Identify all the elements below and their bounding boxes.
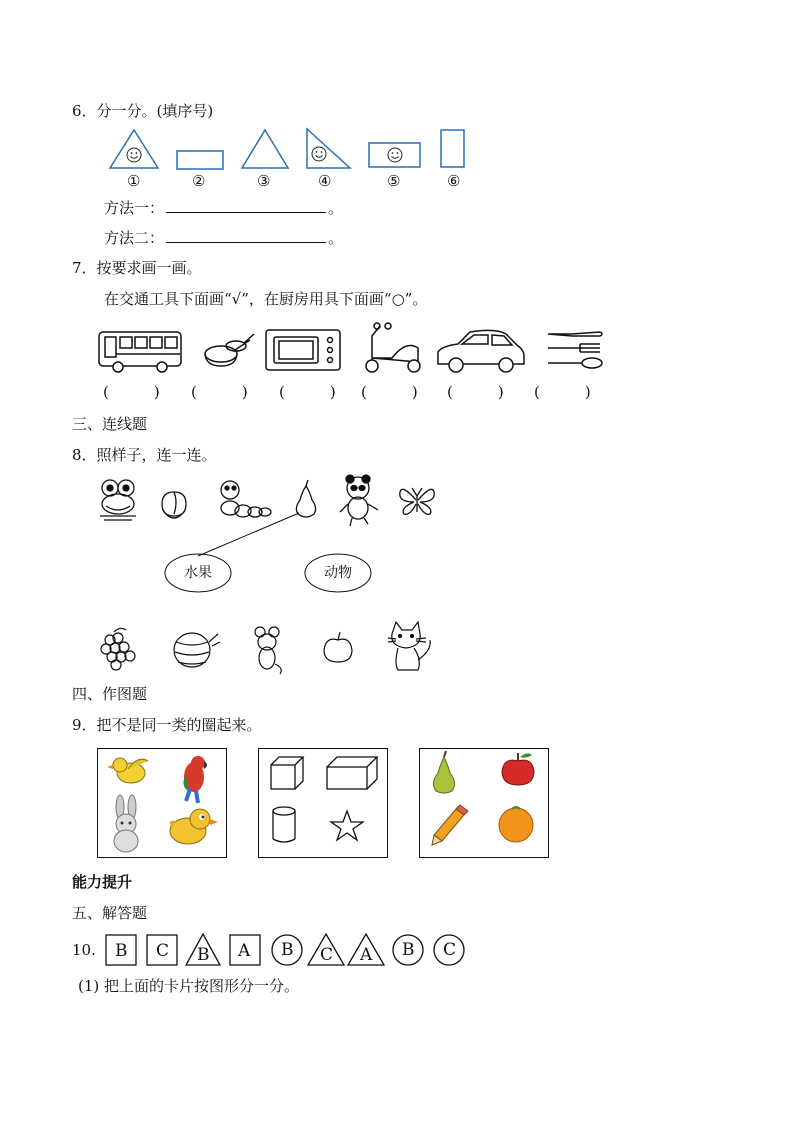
rabbit-icon[interactable] <box>114 795 138 852</box>
q7-paren-6[interactable]: ( ) <box>534 383 591 401</box>
oval-animal-label: 动物 <box>324 565 352 581</box>
q9-title: 9．把不是同一类的圈起来。 <box>72 716 262 734</box>
parrot-icon[interactable] <box>183 756 207 803</box>
right-triangle-smiley-shape <box>307 129 350 168</box>
ability-title: 能力提升 <box>72 873 133 891</box>
shape-label-4: ④ <box>318 172 332 190</box>
pencil-icon[interactable] <box>432 805 468 845</box>
triangle-shape <box>242 130 288 168</box>
cuboid-icon[interactable] <box>327 757 377 789</box>
card-letter-2: C <box>156 941 170 961</box>
method2-label: 方法二： <box>104 229 165 247</box>
q7-pictures <box>96 318 616 378</box>
pear-icon[interactable] <box>433 751 454 793</box>
q10-sub1: (1) 把上面的卡片按图形分一分。 <box>78 977 300 995</box>
cutlery-icon <box>548 332 602 368</box>
triangle-smiley-shape <box>110 130 158 168</box>
watermelon-icon <box>174 633 220 667</box>
butterfly-icon <box>400 488 434 514</box>
section3-title: 三、连线题 <box>72 415 148 433</box>
rectangle-shape <box>177 151 223 169</box>
example-connector-line <box>198 513 299 556</box>
shape-label-2: ② <box>192 172 206 190</box>
yellow-bird-icon[interactable] <box>107 758 148 783</box>
cylinder-icon[interactable] <box>273 807 295 842</box>
cube-icon[interactable] <box>271 757 303 789</box>
method1-answer-line[interactable] <box>166 198 326 213</box>
shape-label-5: ⑤ <box>387 172 401 190</box>
cat-icon <box>388 622 430 670</box>
method1-label: 方法一： <box>104 199 165 217</box>
frog-icon <box>100 480 136 520</box>
tall-rectangle-shape <box>441 130 464 167</box>
q7-paren-1[interactable]: ( ) <box>103 383 160 401</box>
card-letter-8: B <box>402 940 415 960</box>
method2-answer-line[interactable] <box>166 228 326 243</box>
q9-box-fruits <box>419 748 549 858</box>
frying-pan-icon <box>205 334 254 366</box>
method2-period: 。 <box>328 229 344 247</box>
q7-paren-4[interactable]: ( ) <box>361 383 418 401</box>
shape-label-3: ③ <box>257 172 271 190</box>
q8-bottom-pictures <box>96 620 446 676</box>
card-letter-7: A <box>360 945 373 965</box>
section4-title: 四、作图题 <box>72 685 148 703</box>
card-letter-6: C <box>320 945 334 965</box>
q7-paren-3[interactable]: ( ) <box>279 383 336 401</box>
card-letter-9: C <box>443 940 457 960</box>
method1-period: 。 <box>328 199 344 217</box>
chick-icon[interactable] <box>170 809 218 844</box>
scooter-icon <box>366 323 420 372</box>
orange-icon[interactable] <box>499 807 533 842</box>
q7-paren-5[interactable]: ( ) <box>447 383 504 401</box>
grapes-icon <box>101 628 135 670</box>
microwave-icon <box>266 330 340 370</box>
oval-fruit-label: 水果 <box>184 565 212 581</box>
rectangle-smiley-shape <box>369 143 420 167</box>
shape-label-6: ⑥ <box>447 172 461 190</box>
q8-connector-area <box>150 508 390 608</box>
card-letter-3: B <box>197 945 210 965</box>
apple-icon <box>324 632 352 662</box>
q10-number: 10. <box>72 941 96 959</box>
q9-box-solids <box>258 748 388 858</box>
card-letter-5: B <box>281 940 294 960</box>
card-letter-1: B <box>115 941 128 961</box>
q9-box-animals <box>97 748 227 858</box>
mouse-icon <box>255 627 281 674</box>
star-icon[interactable] <box>331 811 363 840</box>
apple-icon[interactable] <box>502 753 534 785</box>
card-letter-4: A <box>238 941 251 961</box>
q7-paren-2[interactable]: ( ) <box>191 383 248 401</box>
method1-row <box>104 198 343 218</box>
q6-shapes <box>108 128 478 192</box>
q7-title: 7．按要求画一画。 <box>72 259 202 277</box>
q8-title: 8．照样子，连一连。 <box>72 446 217 464</box>
bus-icon <box>99 332 181 372</box>
method2-row <box>104 228 343 248</box>
shape-label-1: ① <box>127 172 141 190</box>
q6-title: 6．分一分。(填序号) <box>72 102 214 120</box>
section5-title: 五、解答题 <box>72 904 148 922</box>
q7-instruction: 在交通工具下面画“√”，在厨房用具下面画“○”。 <box>104 290 428 308</box>
car-icon <box>438 330 524 372</box>
